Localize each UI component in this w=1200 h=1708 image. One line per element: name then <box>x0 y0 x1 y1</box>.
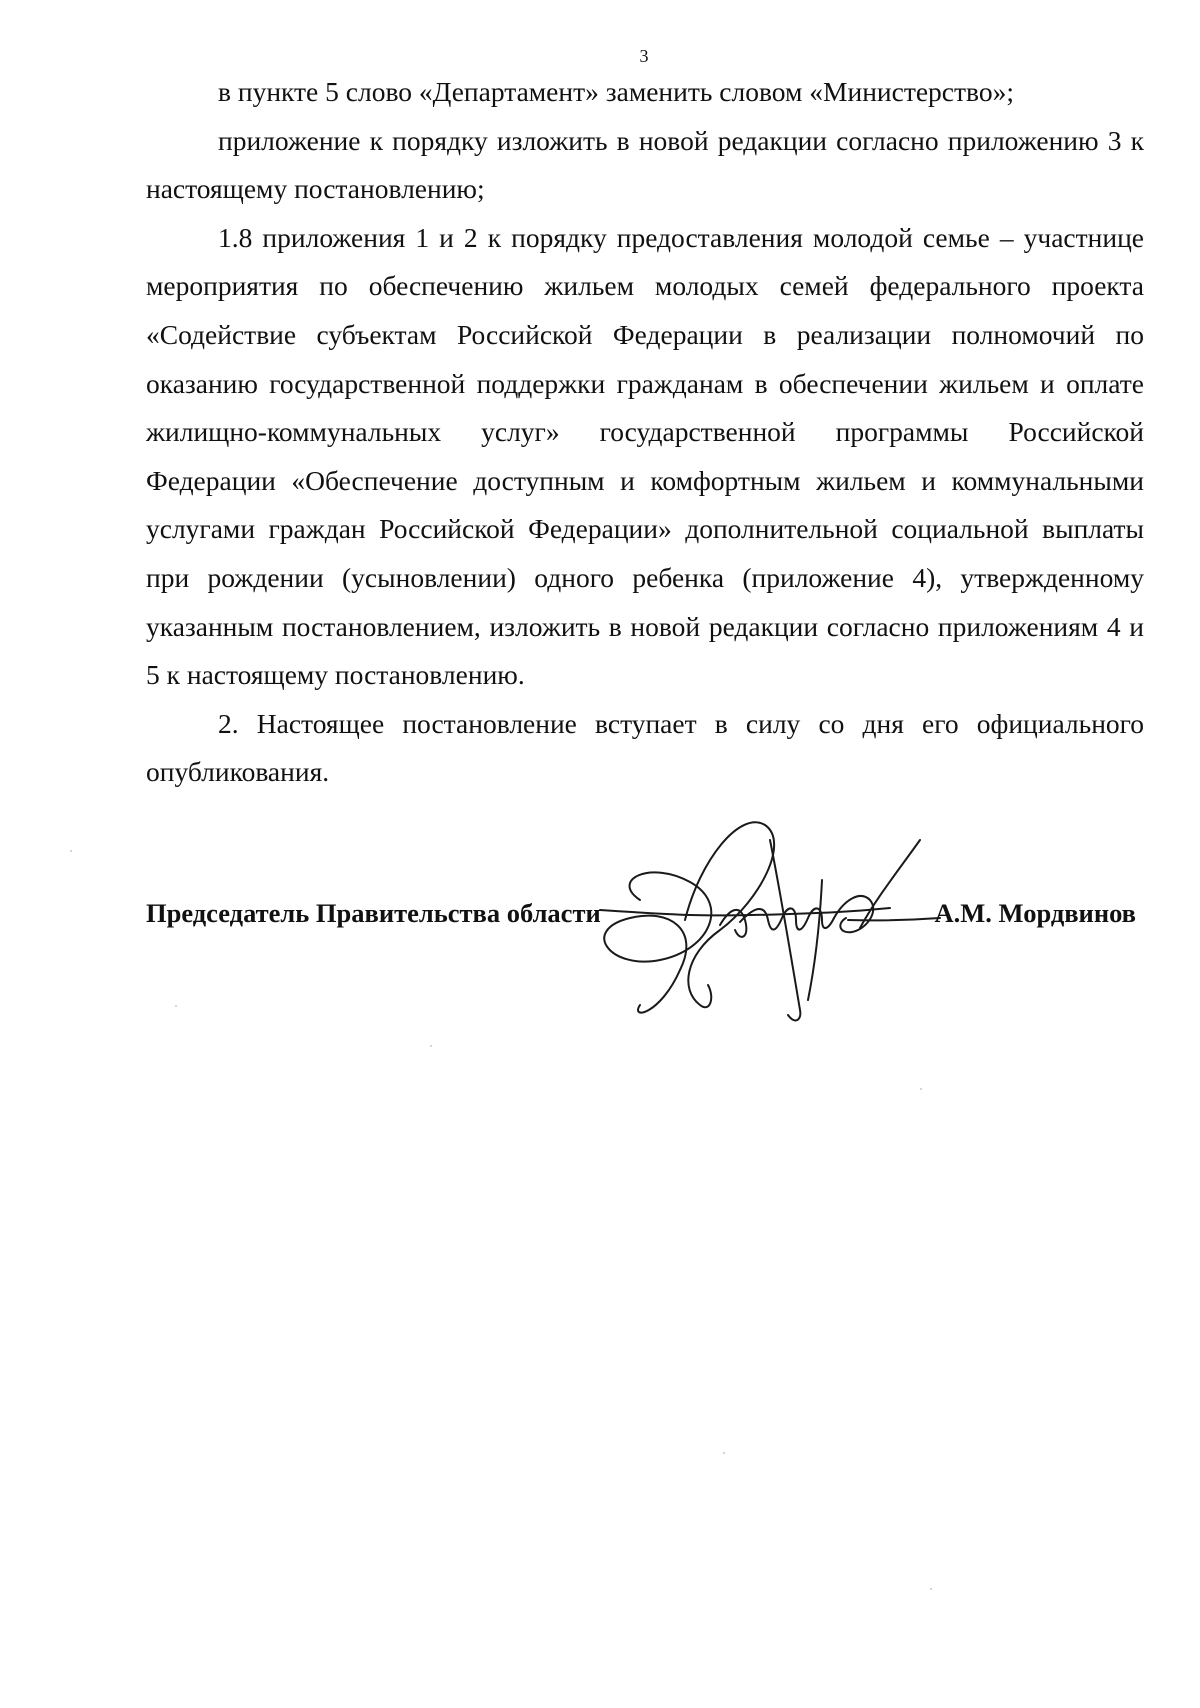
scan-speck <box>70 850 72 852</box>
scan-speck <box>175 1005 177 1007</box>
paragraph-2: приложение к порядку изложить в новой редакции согласно приложению 3 к настоящему постановлению; <box>146 124 1144 205</box>
scan-speck <box>920 1088 922 1090</box>
signatory-name: А.М. Мордвинов <box>934 898 1136 928</box>
paragraph-3: 1.8 приложения 1 и 2 к порядку предоставления молодой семье – участнице мероприятия по обеспечению жильем молодых семей федерального проекта «Содействие субъектам Российской Федерации в реализации полномочий по оказанию государственной поддержки гражданам в обеспечении жильем и оплате жилищно-коммунальных услуг» государственной программы Российской Федерации «Обеспечение доступным и комфортным жильем и коммунальными услугами граждан Российской Федерации» дополнительной социальной выплаты при рождении (усыновлении) одного ребенка (приложение 4), утвержденному указанным постановлением, изложить в новой редакции согласно приложениям 4 и 5 к настоящему постановлению. <box>146 221 1144 691</box>
page-number: 3 <box>639 46 649 66</box>
document-body <box>146 68 1144 797</box>
handwritten-signature-icon <box>590 820 950 1030</box>
scan-speck <box>430 1045 432 1047</box>
paragraph-1: в пункте 5 слово «Департамент» заменить словом «Министерство»; <box>218 76 1014 107</box>
paragraph-4: 2. Настоящее постановление вступает в силу со дня его официального опубликования. <box>146 707 1144 788</box>
scan-speck <box>930 1588 932 1590</box>
scan-speck <box>723 1452 725 1454</box>
signatory-position: Председатель Правительства области <box>146 898 601 928</box>
